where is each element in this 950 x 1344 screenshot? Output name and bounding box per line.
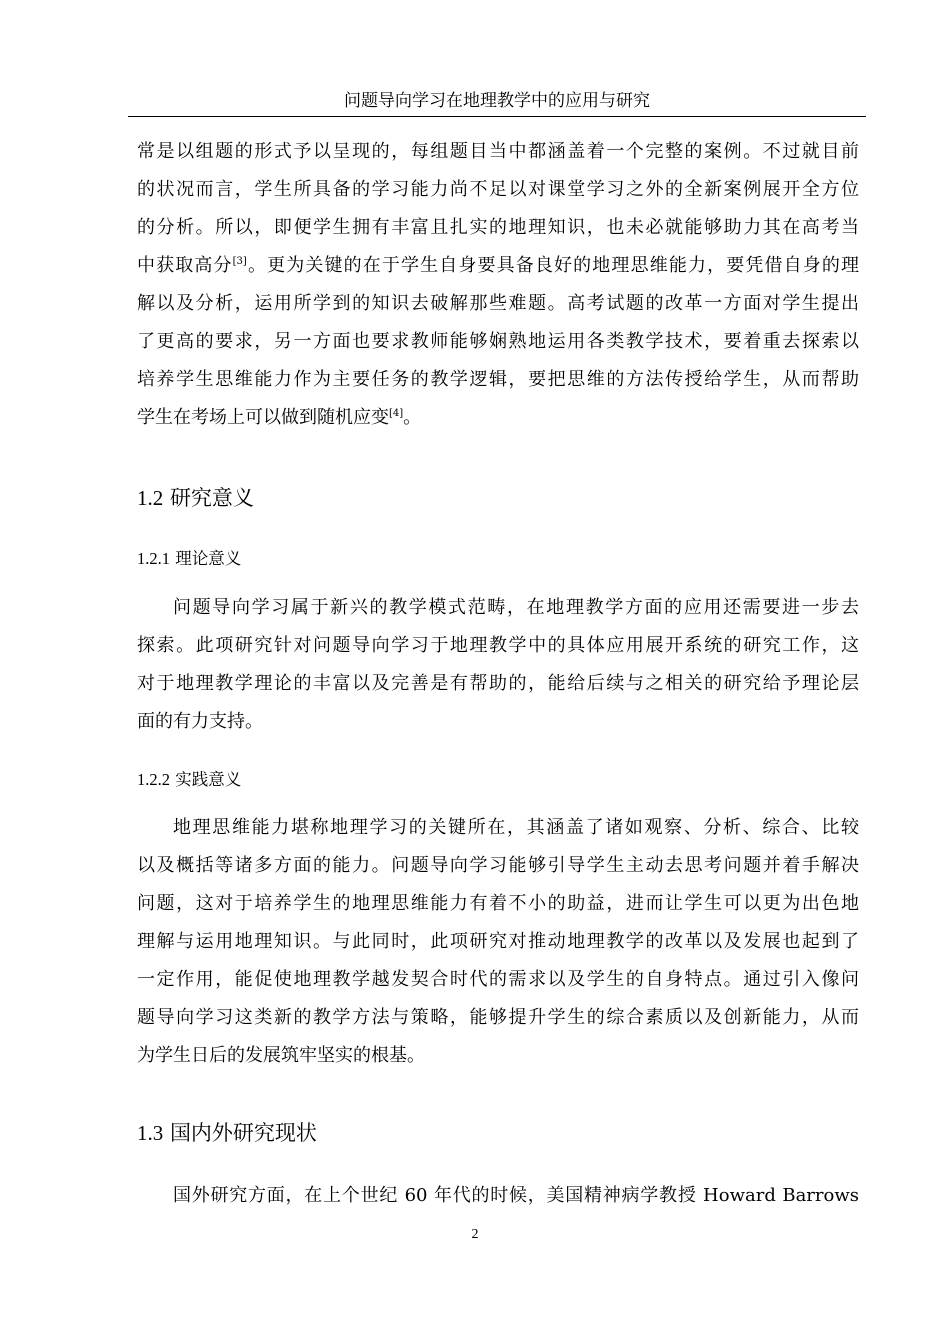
section-heading-1-3 [137, 1118, 317, 1148]
text-segment: 中获取高分 [137, 255, 233, 276]
section-title: 理论意义 [175, 549, 242, 568]
section-title: 国内外研究现状 [169, 1121, 317, 1145]
text-line: 问题导向学习属于新兴的教学模式范畴，在地理教学方面的应用还需要进一步去 [173, 597, 859, 618]
text-line: 常是以组题的形式予以呈现的，每组题目当中都涵盖着一个完整的案例。不过就目前 [137, 141, 859, 162]
section-number: 1.2 [137, 486, 164, 510]
text-line: 面的有力支持。 [137, 711, 263, 732]
text-line: 了更高的要求，另一方面也要求教师能够娴熟地运用各类教学技术，要着重去探索以 [137, 331, 859, 352]
subsection-heading-1-2-2 [137, 767, 241, 793]
text-segment: 学生在考场上可以做到随机应变 [137, 407, 389, 428]
header-rule [128, 116, 866, 117]
subsection-heading-1-2-1 [137, 546, 241, 572]
text-line-with-citation [137, 247, 859, 285]
paragraph-theory [137, 589, 859, 741]
paragraph-continuation [137, 133, 859, 437]
section-number: 1.2.1 [137, 549, 170, 568]
text-line: 的分析。所以，即便学生拥有丰富且扎实的地理知识，也未必就能够助力其在高考当 [137, 217, 859, 238]
citation-ref: [3] [232, 256, 247, 267]
section-number: 1.3 [137, 1121, 164, 1145]
text-line: 培养学生思维能力作为主要任务的教学逻辑，要把思维的方法传授给学生，从而帮助 [137, 369, 859, 390]
text-line: 解以及分析，运用所学到的知识去破解那些难题。高考试题的改革一方面对学生提出 [137, 293, 859, 314]
text-line: 对于地理教学理论的丰富以及完善是有帮助的，能给后续与之相关的研究给予理论层 [137, 673, 859, 694]
text-line: 为学生日后的发展筑牢坚实的根基。 [137, 1045, 425, 1066]
text-line: 以及概括等诸多方面的能力。问题导向学习能够引导学生主动去思考问题并着手解决 [137, 855, 859, 876]
text-segment: 。 [403, 407, 422, 428]
section-number: 1.2.2 [137, 770, 170, 789]
paragraph-practice [137, 809, 859, 1075]
text-segment: 。更为关键的在于学生自身要具备良好的地理思维能力，要凭借自身的理 [246, 255, 860, 276]
running-header: 问题导向学习在地理教学中的应用与研究 [344, 91, 650, 111]
text-line: 探索。此项研究针对问题导向学习于地理教学中的具体应用展开系统的研究工作，这 [137, 635, 859, 656]
text-line: 地理思维能力堪称地理学习的关键所在，其涵盖了诸如观察、分析、综合、比较 [173, 817, 859, 838]
citation-ref: [4] [389, 408, 404, 419]
paragraph-research-status [137, 1177, 859, 1215]
text-line: 国外研究方面，在上个世纪 60 年代的时候，美国精神病学教授 Howard Barrows [173, 1185, 859, 1206]
text-line: 理解与运用地理知识。与此同时，此项研究对推动地理教学的改革以及发展也起到了 [137, 931, 859, 952]
text-line-with-citation [137, 399, 859, 437]
section-title: 研究意义 [169, 486, 254, 510]
text-line: 题导向学习这类新的教学方法与策略，能够提升学生的综合素质以及创新能力，从而 [137, 1007, 859, 1028]
section-heading-1-2 [137, 483, 254, 513]
section-title: 实践意义 [175, 770, 242, 789]
page-number: 2 [471, 1227, 479, 1242]
text-line: 问题，这对于培养学生的地理思维能力有着不小的助益，进而让学生可以更为出色地 [137, 893, 859, 914]
text-line: 一定作用，能促使地理教学越发契合时代的需求以及学生的自身特点。通过引入像问 [137, 969, 859, 990]
text-line: 的状况而言，学生所具备的学习能力尚不足以对课堂学习之外的全新案例展开全方位 [137, 179, 859, 200]
